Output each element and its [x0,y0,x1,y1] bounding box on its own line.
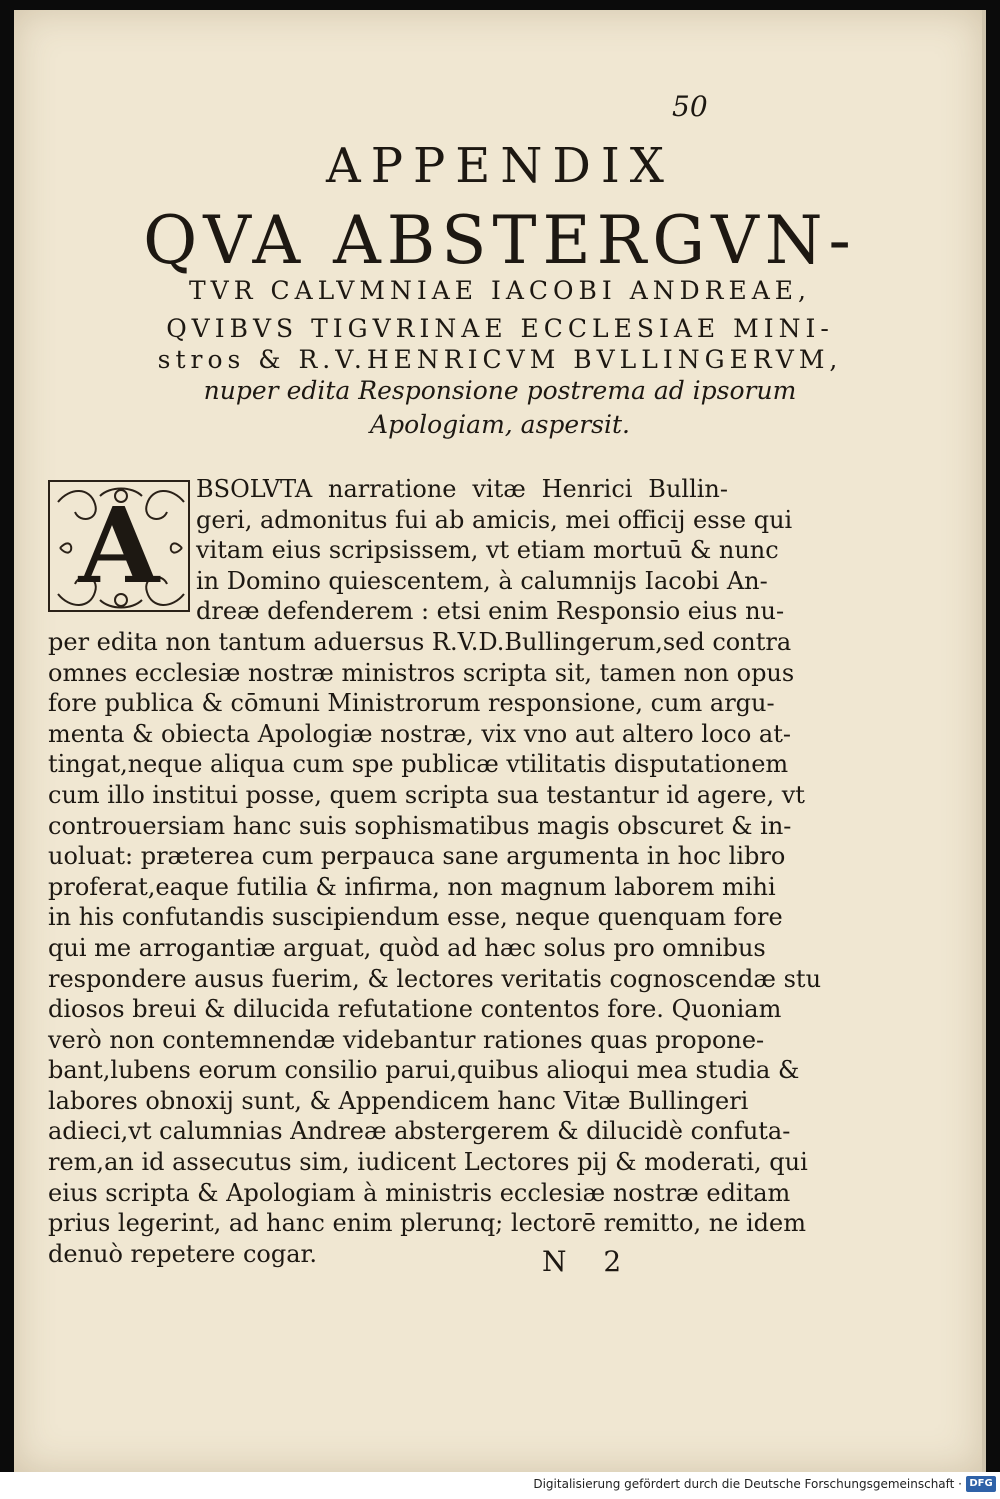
text-line: tingat,neque aliqua cum spe publicæ vtilitatis disputationem [48,750,789,779]
text-line: geri, admonitus fui ab amicis, mei officij esse qui [196,505,793,534]
heading-line-3: TVR CALVMNIAE IACOBI ANDREAE, [188,276,811,305]
text-line: verò non contemnendæ videbantur rationes quas propone- [48,1025,765,1054]
text-line: labores obnoxij sunt, & Appendicem hanc Vitæ Bullingeri [48,1086,749,1115]
heading-line-5: stros & R.V.HENRICVM BVLLINGERVM, [157,345,843,374]
text-line: in his confutandis suscipiendum esse, neque quenquam fore [48,903,783,932]
text-line: eius scripta & Apologiam à ministris ecclesiæ nostræ editam [48,1178,791,1207]
heading-line-6: nuper edita Responsione postrema ad ipsorum [203,376,797,405]
text-line: in Domino quiescentem, à calumnijs Iacobi An- [196,566,768,595]
text-line: uoluat: præterea cum perpauca sane argumenta in hoc libro [48,842,786,871]
text-line: menta & obiecta Apologiæ nostræ, vix vno aut altero loco at- [48,719,791,748]
page-number: 50 [672,90,708,123]
text-line: qui me arrogantiæ arguat, quòd ad hæc solus pro omnibus [48,933,766,962]
text-line: prius legerint, ad hanc enim plerunq; lectorē remitto, ne idem [48,1209,807,1238]
initial-letter: A [78,484,160,607]
footer-bar [0,1472,1000,1499]
text-line: proferat,eaque futilia & infirma, non magnum laborem mihi [48,872,776,901]
text-line: respondere ausus fuerim, & lectores veritatis cognoscendæ stu [48,964,822,993]
text-line: denuò repetere cogar. [48,1239,317,1268]
heading-line-7: Apologiam, aspersit. [370,410,630,439]
text-line: fore publica & cōmuni Ministrorum responsione, cum argu- [48,689,775,718]
text-line: omnes ecclesiæ nostræ ministros scripta sit, tamen non opus [48,658,795,687]
text-line: BSOLVTA narratione vitæ Henrici Bullin- [196,475,728,503]
heading-line-2: QVA ABSTERGVN- [143,202,857,279]
heading-line-4: QVIBVS TIGVRINAE ECCLESIAE MINI- [166,314,834,343]
text-line: controuersiam hanc suis sophismatibus magis obscuret & in- [48,811,792,840]
text-line: adieci,vt calumnias Andreæ abstergerem & dilucidè confuta- [48,1117,791,1146]
text-line: per edita non tantum aduersus R.V.D.Bullingerum,sed contra [48,627,792,656]
heading-appendix: APPENDIX [326,138,674,194]
footer-credit: Digitalisierung gefördert durch die Deutsche Forschungsgemeinschaft · [533,1477,962,1491]
dfg-logo-icon: DFG [966,1476,996,1492]
signature-mark: N 2 [542,1245,636,1278]
text-line: bant,lubens eorum consilio parui,quibus alioqui mea studia & [48,1056,800,1085]
text-line: cum illo institui posse, quem scripta sua testantur id agere, vt [48,780,805,809]
text-line: rem,an id assecutus sim, iudicent Lectores pij & moderati, qui [48,1148,808,1177]
text-line: vitam eius scripsissem, vt etiam mortuū & nunc [196,536,779,565]
text-line: diosos breui & dilucida refutatione contentos fore. Quoniam [48,995,782,1024]
text-line: dreæ defenderem : etsi enim Responsio eius nu- [196,597,785,626]
decorated-initial [48,480,190,612]
